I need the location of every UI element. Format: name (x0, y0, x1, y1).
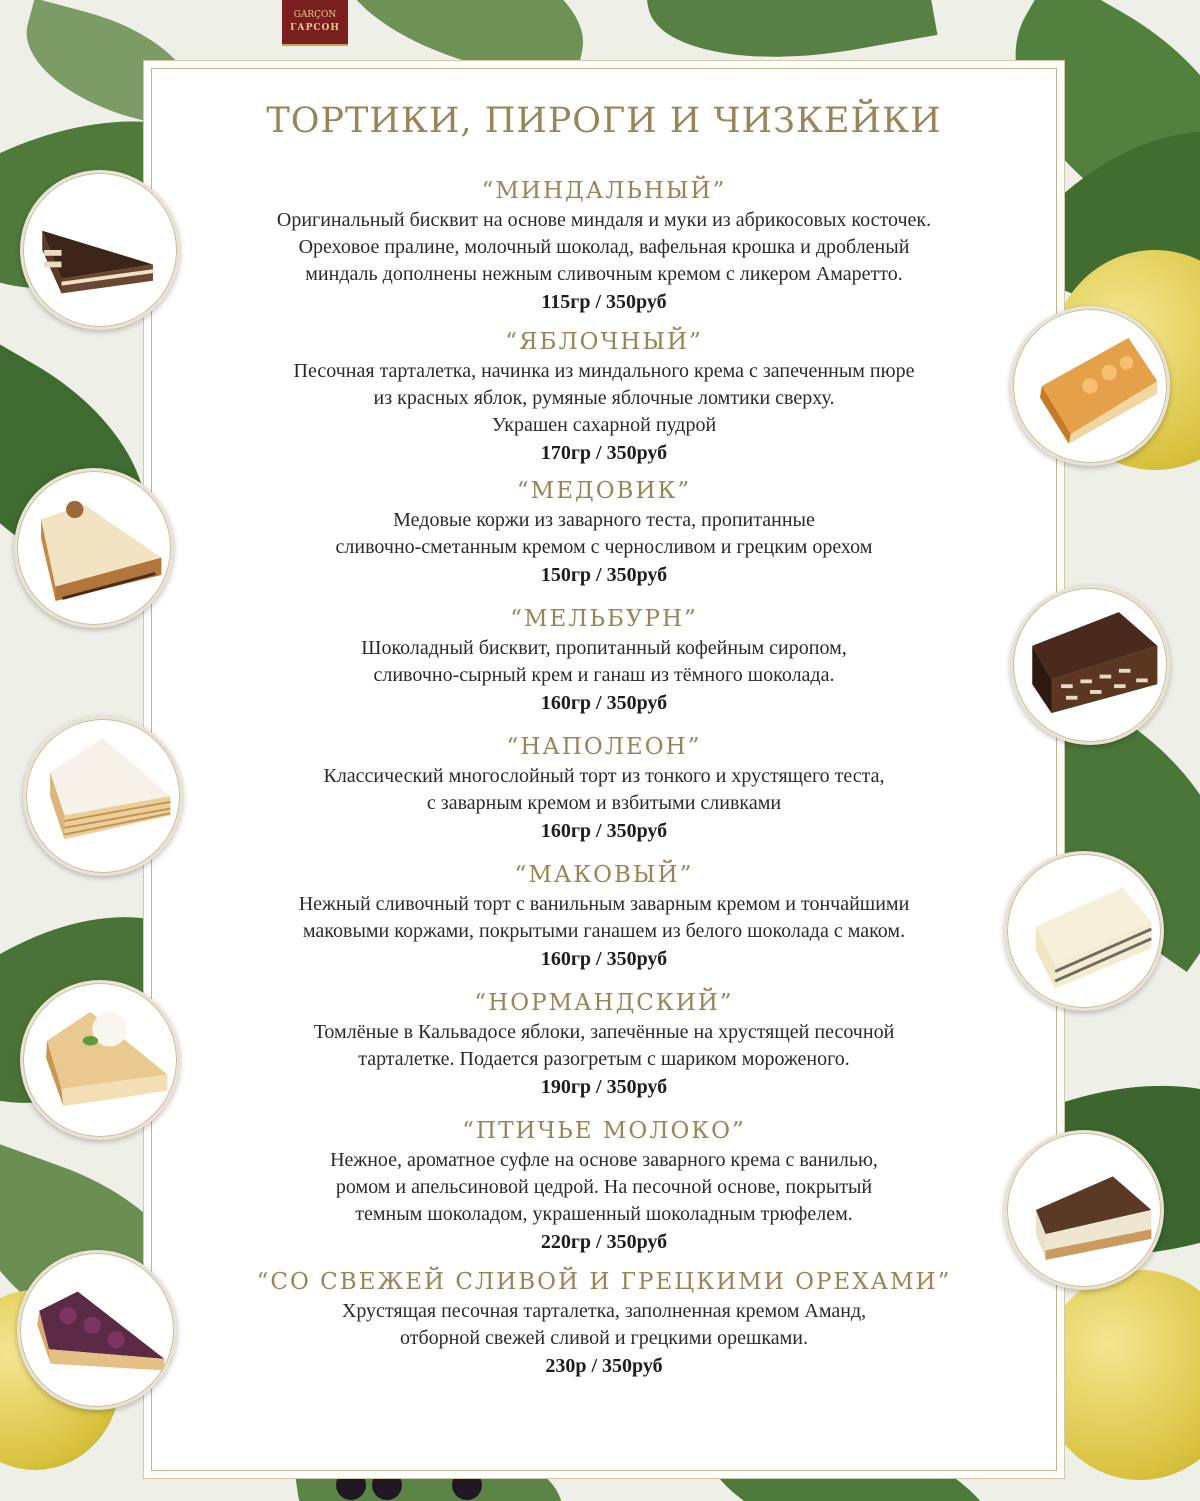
item-desc-line: Оригинальный бисквит на основе миндаля и муки из абрикосовых косточек. (276, 209, 932, 231)
garcon-logo (282, 0, 348, 46)
item-desc-line: Классический многослойный торт из тонкого и хрустящего теста, (323, 765, 885, 787)
cake-photo-melburn (1010, 585, 1170, 745)
item-desc-line: Ореховое пралине, молочный шоколад, вафельная крошка и дробленый (298, 236, 910, 258)
item-name: “МЕЛЬБУРН” (510, 606, 698, 632)
item-name: “МИНДАЛЬНЫЙ” (481, 178, 727, 204)
item-price: 170гр / 350руб (540, 442, 668, 464)
logo-line-2: ГАРСОН (290, 23, 340, 33)
item-desc-line: темным шоколадом, украшенный шоколадным трюфелем. (355, 1203, 853, 1225)
item-name: “СО СВЕЖЕЙ СЛИВОЙ И ГРЕЦКИМИ ОРЕХАМИ” (256, 1269, 952, 1295)
cake-photo-mindalny (20, 170, 180, 330)
logo-line-1: GARÇON (293, 10, 337, 20)
item-desc-line: миндаль дополнены нежным сливочным кремом с ликером Амаретто. (305, 263, 903, 285)
item-desc-line: тарталетке. Подается разогретым с шариком мороженого. (358, 1048, 850, 1070)
item-price: 150гр / 350руб (540, 564, 668, 586)
menu-item-ptichye-moloko (143, 1115, 1065, 1256)
cake-photo-ptichye-moloko (1004, 1130, 1164, 1290)
menu-item-makovy (143, 859, 1065, 973)
item-desc-line: с заварным кремом и взбитыми сливками (426, 792, 782, 814)
item-desc-line: Песочная тарталетка, начинка из миндального крема с запеченным пюре (293, 360, 915, 382)
item-desc-line: сливочно-сметанным кремом с черносливом и грецким орехом (335, 536, 873, 558)
item-name: “МЕДОВИК” (516, 478, 692, 504)
item-desc-line: ромом и апельсиновой цедрой. На песочной основе, покрытый (335, 1176, 873, 1198)
menu-item-normandsky (143, 987, 1065, 1101)
item-desc-line: отборной свежей сливой и грецкими орешками. (399, 1327, 809, 1349)
menu-item-napoleon (143, 731, 1065, 845)
item-name: “ЯБЛОЧНЫЙ” (505, 329, 703, 355)
cake-photo-medovik (14, 468, 174, 628)
item-desc-line: Томлёные в Кальвадосе яблоки, запечённые на хрустящей песочной (313, 1021, 895, 1043)
item-price: 230р / 350руб (545, 1355, 663, 1377)
item-desc-line: Украшен сахарной пудрой (491, 414, 717, 436)
item-price: 160гр / 350руб (540, 948, 668, 970)
item-desc-line: Медовые коржи из заварного теста, пропитанные (393, 509, 815, 531)
item-name: “НАПОЛЕОН” (506, 734, 702, 760)
item-name: “ПТИЧЬЕ МОЛОКО” (462, 1118, 746, 1144)
item-price: 190гр / 350руб (540, 1076, 668, 1098)
item-price: 115гр / 350руб (541, 291, 667, 313)
item-desc-line: сливочно-сырный крем и ганаш из тёмного шоколада. (373, 664, 835, 686)
item-price: 220гр / 350руб (540, 1231, 668, 1253)
item-desc-line: из красных яблок, румяные яблочные ломтики сверху. (373, 387, 835, 409)
item-name: “МАКОВЫЙ” (514, 862, 694, 888)
item-price: 160гр / 350руб (540, 820, 668, 842)
item-desc-line: маковыми коржами, покрытыми ганашем из белого шоколада с маком. (302, 920, 906, 942)
item-desc-line: Нежное, ароматное суфле на основе заварного крема с ванилью, (330, 1149, 878, 1171)
menu-item-sliva-orekhi (143, 1266, 1065, 1380)
menu-item-mindalny (143, 175, 1065, 316)
item-price: 160гр / 350руб (540, 692, 668, 714)
cake-photo-sliva (17, 1250, 177, 1410)
cake-photo-yablochny (1010, 306, 1170, 466)
menu-item-melburn (143, 603, 1065, 717)
item-name: “НОРМАНДСКИЙ” (474, 990, 734, 1016)
cake-photo-normandsky (20, 980, 180, 1140)
cake-photo-makovy (1004, 851, 1164, 1011)
item-desc-line: Хрустящая песочная тарталетка, заполненная кремом Аманд, (341, 1300, 867, 1322)
item-desc-line: Нежный сливочный торт с ванильным заварным кремом и тончайшими (298, 893, 910, 915)
menu-item-yablochny (143, 326, 1065, 467)
menu-items (143, 175, 1065, 1380)
menu-item-medovik (143, 475, 1065, 589)
cake-photo-napoleon (23, 716, 183, 876)
page-title: ТОРТИКИ, ПИРОГИ И ЧИЗКЕЙКИ (266, 101, 942, 141)
item-desc-line: Шоколадный бисквит, пропитанный кофейным сиропом, (361, 637, 847, 659)
